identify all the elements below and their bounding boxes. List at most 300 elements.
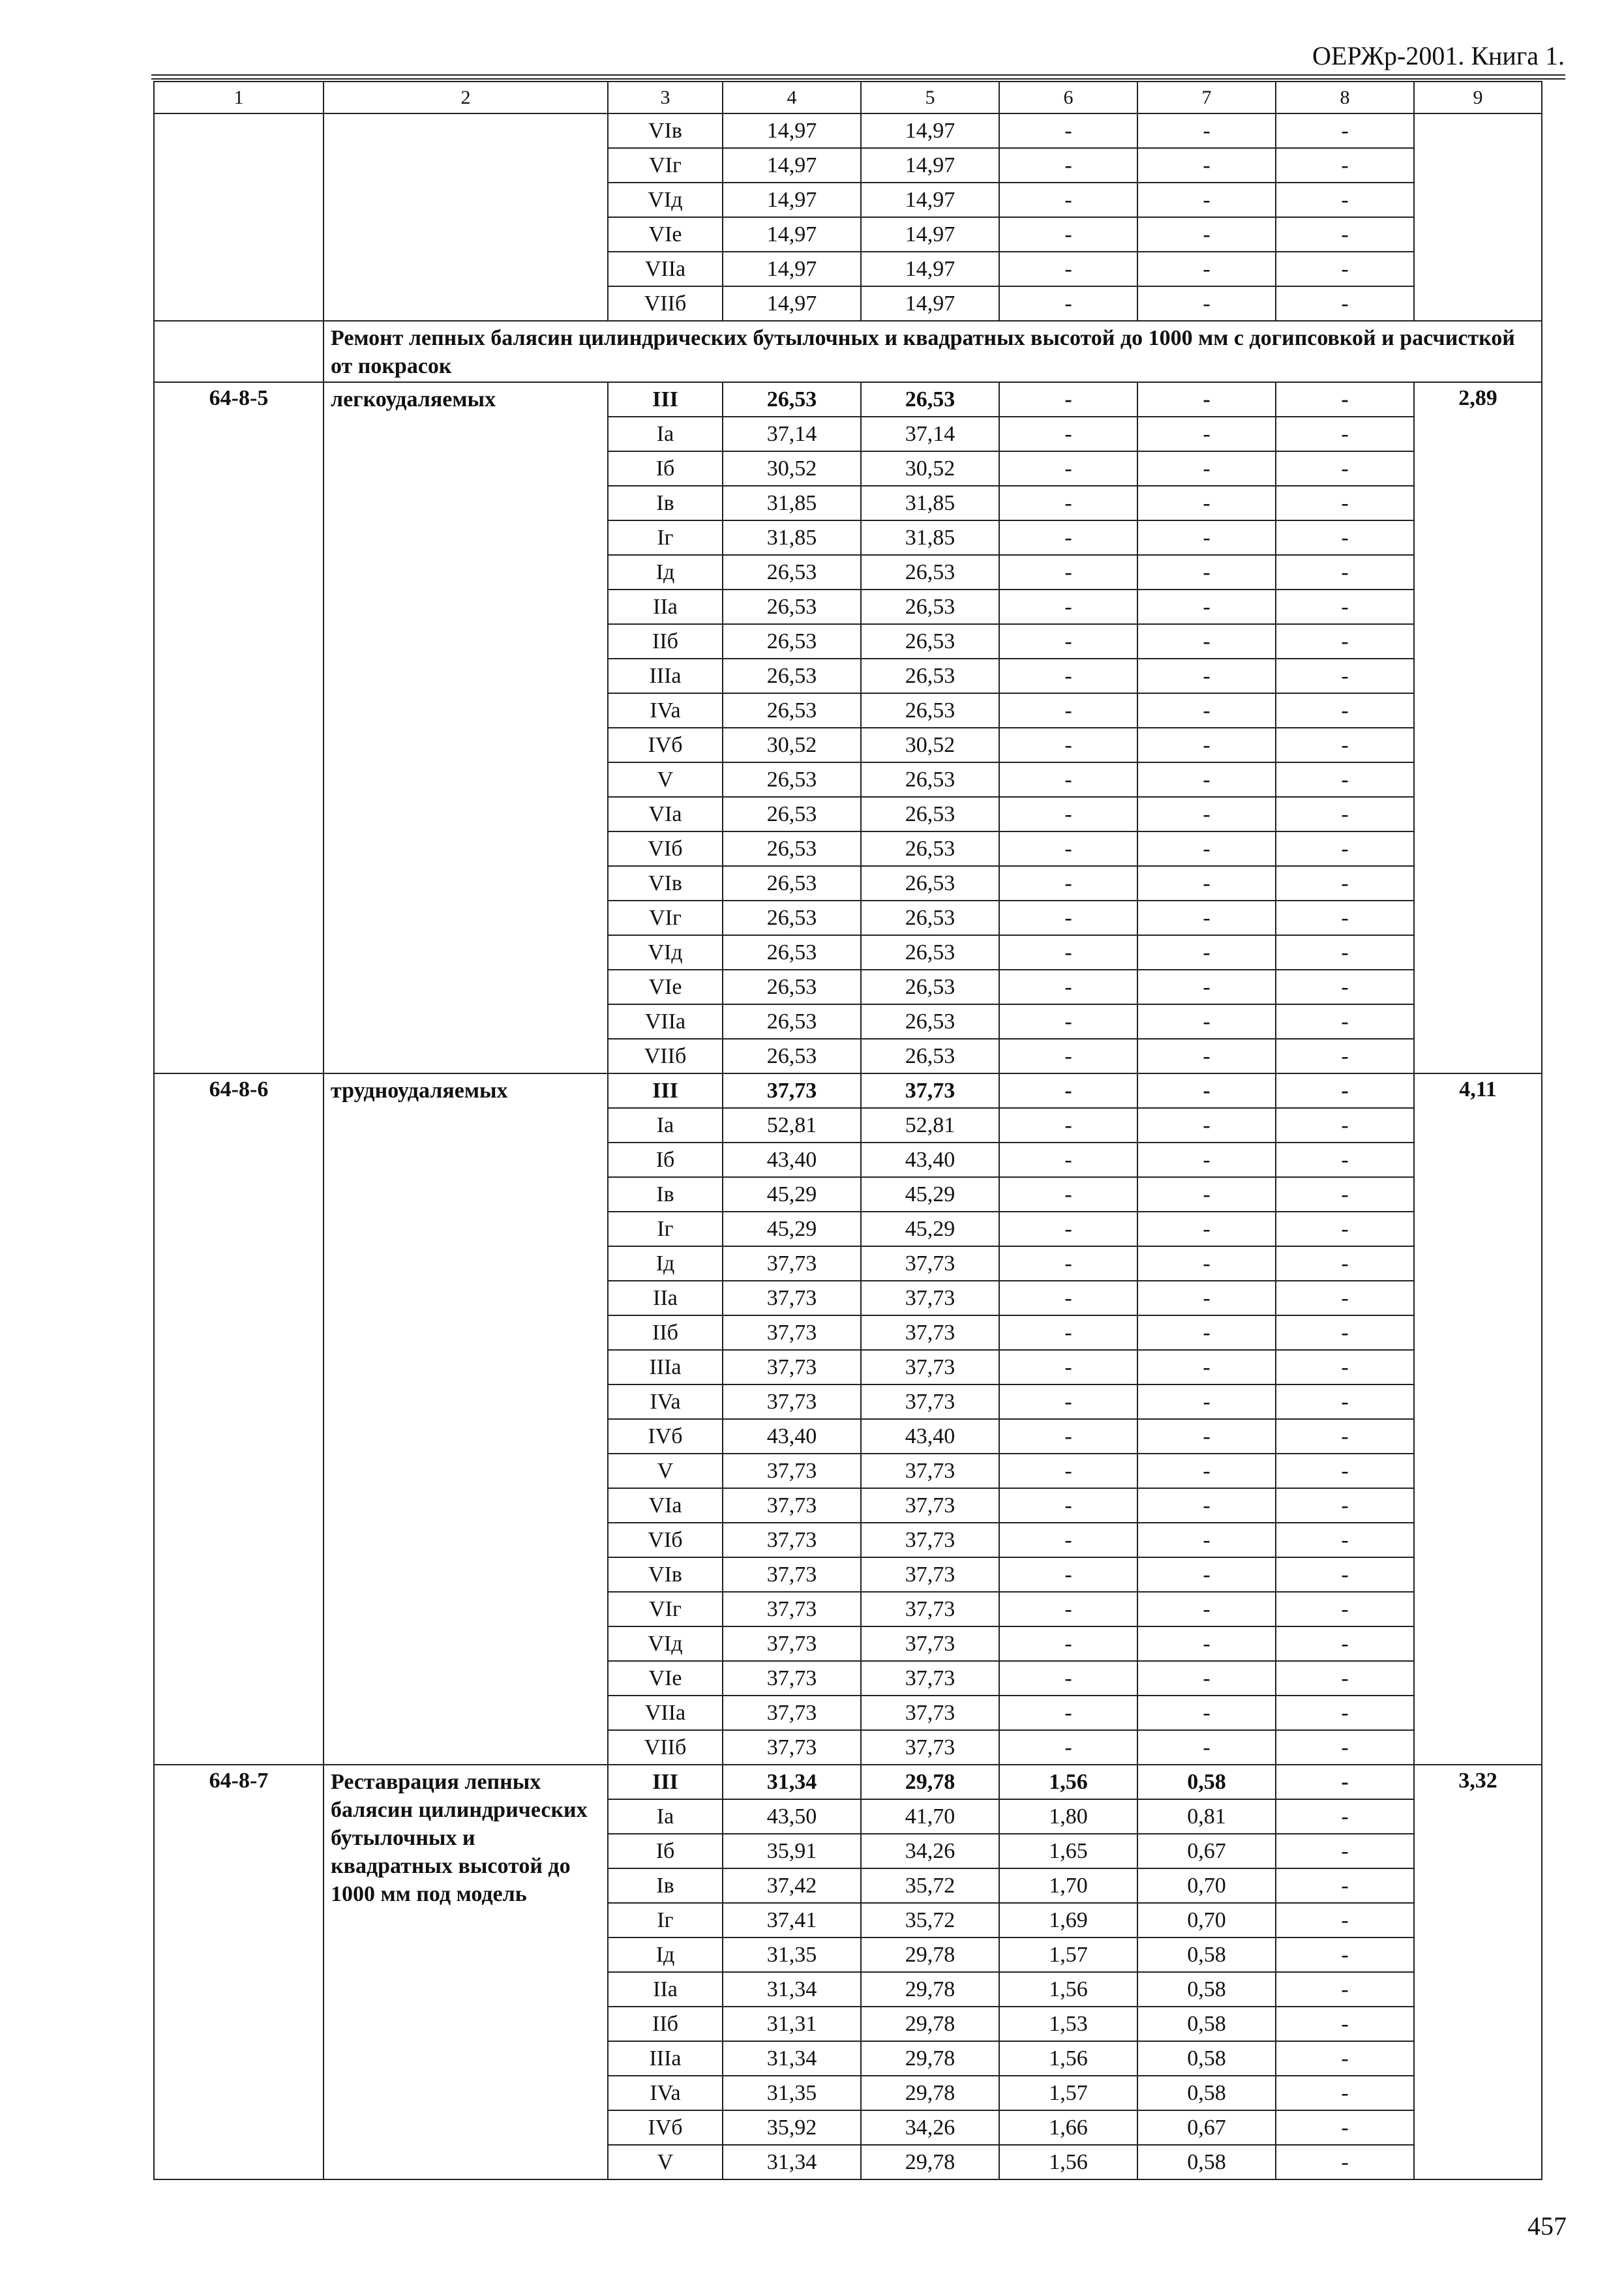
table-cell: 37,73: [861, 1488, 999, 1523]
table-cell: 37,73: [861, 1523, 999, 1557]
table-cell: -: [999, 1350, 1137, 1384]
table-cell: 1,57: [999, 2076, 1137, 2110]
table-cell: -: [1137, 1384, 1276, 1419]
table-cell: IIIa: [608, 659, 723, 693]
table-cell: -: [1137, 252, 1276, 286]
table-cell: 26,53: [723, 693, 861, 728]
table-cell: 0,58: [1137, 1972, 1276, 2007]
table-cell: -: [1276, 1730, 1414, 1765]
table-cell: 26,53: [861, 382, 999, 417]
table-cell: 29,78: [861, 2041, 999, 2076]
table-cell: -: [999, 1108, 1137, 1143]
table-cell: -: [1137, 286, 1276, 321]
table-cell: -: [1276, 1834, 1414, 1868]
table-cell: -: [999, 659, 1137, 693]
table-cell: -: [1276, 1557, 1414, 1592]
table-cell: 29,78: [861, 2076, 999, 2110]
table-cell: -: [999, 148, 1137, 183]
table-body: [154, 82, 1542, 2179]
table-cell: -: [1137, 1626, 1276, 1661]
table-cell: -: [1137, 901, 1276, 935]
table-cell: -: [999, 555, 1137, 590]
table-cell: IVa: [608, 1384, 723, 1419]
table-cell: -: [1276, 2007, 1414, 2041]
table-cell: 31,85: [861, 520, 999, 555]
table-row: [154, 382, 1542, 417]
col9-value: 3,32: [1414, 1765, 1542, 2179]
table-cell: -: [1137, 1281, 1276, 1315]
table-cell: -: [1276, 970, 1414, 1004]
table-cell: 43,40: [861, 1419, 999, 1454]
table-cell: -: [999, 935, 1137, 970]
table-cell: 30,52: [861, 451, 999, 486]
table-cell: -: [1276, 762, 1414, 797]
table-cell: -: [1276, 1315, 1414, 1350]
table-cell: -: [1276, 1488, 1414, 1523]
section-spacer: [154, 321, 323, 382]
table-cell: 26,53: [723, 382, 861, 417]
table-cell: 26,53: [861, 797, 999, 831]
table-cell: -: [1137, 183, 1276, 217]
table-cell: 52,81: [861, 1108, 999, 1143]
table-cell: -: [999, 1039, 1137, 1073]
table-cell: -: [1276, 935, 1414, 970]
table-cell: -: [1276, 1626, 1414, 1661]
table-cell: VIд: [608, 183, 723, 217]
table-cell: -: [1276, 286, 1414, 321]
table-cell: 31,35: [723, 2076, 861, 2110]
table-cell: -: [1137, 555, 1276, 590]
table-cell: 1,53: [999, 2007, 1137, 2041]
table-cell: -: [999, 1143, 1137, 1177]
table-cell: 29,78: [861, 1765, 999, 1799]
table-cell: 0,67: [1137, 2110, 1276, 2145]
table-cell: -: [1276, 797, 1414, 831]
table-cell: -: [1276, 1937, 1414, 1972]
table-cell: IIб: [608, 2007, 723, 2041]
table-cell: -: [999, 1281, 1137, 1315]
table-cell: 26,53: [723, 797, 861, 831]
table-cell: 37,73: [861, 1730, 999, 1765]
page-header-title: ОЕРЖр-2001. Книга 1.: [1312, 41, 1565, 70]
table-cell: 1,66: [999, 2110, 1137, 2145]
table-cell: 14,97: [723, 148, 861, 183]
table-cell: -: [999, 866, 1137, 901]
table-cell: 34,26: [861, 1834, 999, 1868]
table-cell: 0,58: [1137, 2076, 1276, 2110]
table-cell: -: [1137, 1246, 1276, 1281]
table-cell: Iв: [608, 486, 723, 520]
table-cell: -: [1276, 693, 1414, 728]
table-cell: -: [999, 1073, 1137, 1108]
table-cell: -: [1137, 486, 1276, 520]
table-cell: 14,97: [723, 183, 861, 217]
table-cell: -: [1276, 183, 1414, 217]
table-cell: 37,73: [861, 1696, 999, 1730]
table-cell: -: [1276, 1523, 1414, 1557]
table-cell: 37,73: [861, 1281, 999, 1315]
table-cell: 31,34: [723, 1972, 861, 2007]
table-cell: VIг: [608, 901, 723, 935]
column-header: 3: [608, 82, 723, 113]
table-cell: 14,97: [723, 286, 861, 321]
table-cell: -: [999, 1246, 1137, 1281]
table-cell: 0,70: [1137, 1868, 1276, 1903]
rate-code: 64-8-6: [154, 1073, 323, 1765]
work-name: [323, 113, 608, 321]
table-cell: -: [1276, 1246, 1414, 1281]
table-cell: -: [999, 113, 1137, 148]
table-cell: 0,58: [1137, 1765, 1276, 1799]
column-header: 9: [1414, 82, 1542, 113]
table-cell: 37,73: [861, 1661, 999, 1696]
table-cell: 26,53: [723, 659, 861, 693]
table-cell: -: [1137, 1143, 1276, 1177]
table-cell: VIб: [608, 1523, 723, 1557]
table-cell: -: [999, 1384, 1137, 1419]
table-cell: -: [1137, 113, 1276, 148]
table-cell: -: [1276, 1073, 1414, 1108]
table-cell: VIIб: [608, 286, 723, 321]
table-cell: -: [1137, 797, 1276, 831]
rate-code: [154, 113, 323, 321]
table-cell: -: [1276, 590, 1414, 624]
table-cell: 37,42: [723, 1868, 861, 1903]
table-cell: VIе: [608, 970, 723, 1004]
table-cell: VIa: [608, 1488, 723, 1523]
table-cell: 26,53: [723, 555, 861, 590]
table-cell: 43,40: [723, 1419, 861, 1454]
table-cell: Iб: [608, 1143, 723, 1177]
table-cell: Iб: [608, 1834, 723, 1868]
table-cell: -: [999, 970, 1137, 1004]
table-cell: 43,50: [723, 1799, 861, 1834]
table-cell: 37,73: [723, 1696, 861, 1730]
table-cell: IIIa: [608, 2041, 723, 2076]
table-cell: 14,97: [723, 113, 861, 148]
table-cell: VIв: [608, 1557, 723, 1592]
table-cell: -: [1276, 417, 1414, 451]
table-cell: 37,73: [723, 1557, 861, 1592]
column-header: 8: [1276, 82, 1414, 113]
table-cell: 37,73: [723, 1661, 861, 1696]
table-cell: -: [1137, 659, 1276, 693]
table-cell: -: [999, 520, 1137, 555]
table-cell: -: [999, 1626, 1137, 1661]
table-cell: 26,53: [861, 831, 999, 866]
table-cell: -: [999, 1730, 1137, 1765]
table-cell: V: [608, 762, 723, 797]
table-cell: -: [1276, 866, 1414, 901]
table-cell: 0,58: [1137, 1937, 1276, 1972]
table-cell: 37,73: [861, 1073, 999, 1108]
header-rule: [151, 74, 1565, 76]
table-cell: -: [999, 217, 1137, 252]
table-cell: 1,56: [999, 2041, 1137, 2076]
table-cell: 1,70: [999, 1868, 1137, 1903]
table-cell: 26,53: [861, 590, 999, 624]
table-cell: -: [999, 451, 1137, 486]
col9-value: 2,89: [1414, 382, 1542, 1073]
table-cell: -: [1276, 1592, 1414, 1626]
table-cell: 52,81: [723, 1108, 861, 1143]
table-cell: -: [1276, 1972, 1414, 2007]
table-cell: -: [1276, 1868, 1414, 1903]
table-cell: Iг: [608, 520, 723, 555]
table-cell: -: [1137, 1523, 1276, 1557]
table-cell: -: [999, 1592, 1137, 1626]
table-cell: Iд: [608, 555, 723, 590]
table-cell: -: [1276, 382, 1414, 417]
table-cell: -: [1276, 486, 1414, 520]
table-cell: VIIa: [608, 1004, 723, 1039]
table-cell: 26,53: [723, 831, 861, 866]
table-cell: VIд: [608, 1626, 723, 1661]
table-cell: -: [1276, 1039, 1414, 1073]
table-cell: 26,53: [861, 659, 999, 693]
table-cell: Iд: [608, 1246, 723, 1281]
table-cell: 1,57: [999, 1937, 1137, 1972]
table-cell: 37,73: [861, 1246, 999, 1281]
table-cell: 37,73: [861, 1384, 999, 1419]
col9-value: [1414, 113, 1542, 321]
table-cell: -: [1137, 590, 1276, 624]
table-cell: VIв: [608, 866, 723, 901]
table-cell: 37,73: [723, 1315, 861, 1350]
table-cell: Ia: [608, 417, 723, 451]
table-cell: -: [999, 624, 1137, 659]
table-cell: Iв: [608, 1868, 723, 1903]
table-row: [154, 113, 1542, 148]
table-cell: -: [1276, 1661, 1414, 1696]
table-cell: -: [1276, 1419, 1414, 1454]
table-cell: 1,56: [999, 1972, 1137, 2007]
table-cell: IIб: [608, 624, 723, 659]
table-cell: 34,26: [861, 2110, 999, 2145]
table-cell: 31,31: [723, 2007, 861, 2041]
rate-code: 64-8-5: [154, 382, 323, 1073]
table-cell: 37,14: [861, 417, 999, 451]
table-cell: -: [1137, 866, 1276, 901]
table-cell: 14,97: [861, 113, 999, 148]
table-cell: 37,73: [861, 1454, 999, 1488]
table-cell: -: [1137, 1454, 1276, 1488]
table-cell: Iб: [608, 451, 723, 486]
table-cell: 31,35: [723, 1937, 861, 1972]
table-cell: 35,72: [861, 1868, 999, 1903]
table-cell: VIг: [608, 1592, 723, 1626]
table-cell: VIIб: [608, 1730, 723, 1765]
table-cell: -: [1276, 1350, 1414, 1384]
table-cell: -: [1137, 1488, 1276, 1523]
table-cell: 29,78: [861, 1972, 999, 2007]
table-cell: -: [1137, 1592, 1276, 1626]
table-cell: 41,70: [861, 1799, 999, 1834]
table-cell: -: [1276, 901, 1414, 935]
table-cell: -: [1137, 1557, 1276, 1592]
table-cell: -: [1276, 2076, 1414, 2110]
table-cell: 30,52: [723, 451, 861, 486]
table-cell: -: [1276, 728, 1414, 762]
table-cell: -: [1137, 148, 1276, 183]
table-cell: 26,53: [861, 901, 999, 935]
table-cell: 30,52: [723, 728, 861, 762]
table-cell: -: [999, 1004, 1137, 1039]
table-cell: 26,53: [723, 901, 861, 935]
table-cell: 37,73: [723, 1592, 861, 1626]
table-cell: -: [1137, 1108, 1276, 1143]
table-cell: 31,85: [723, 520, 861, 555]
table-cell: -: [999, 728, 1137, 762]
section-title: Ремонт лепных балясин цилиндрических бутылочных и квадратных высотой до 1000 мм с догипсовкой и расчисткой от покрасок: [323, 321, 1542, 382]
table-cell: 37,73: [861, 1626, 999, 1661]
table-cell: -: [1276, 451, 1414, 486]
table-cell: IIб: [608, 1315, 723, 1350]
table-cell: -: [1276, 1696, 1414, 1730]
table-cell: 26,53: [723, 1039, 861, 1073]
table-cell: -: [1137, 1177, 1276, 1212]
col9-value: 4,11: [1414, 1073, 1542, 1765]
table-cell: 0,58: [1137, 2041, 1276, 2076]
table-cell: -: [1276, 217, 1414, 252]
table-cell: -: [999, 1696, 1137, 1730]
rates-table: [153, 81, 1542, 2180]
table-cell: -: [1137, 624, 1276, 659]
table-cell: -: [999, 382, 1137, 417]
table-cell: -: [1137, 762, 1276, 797]
table-cell: IIIa: [608, 1350, 723, 1384]
table-cell: 26,53: [861, 693, 999, 728]
table-cell: -: [1137, 1039, 1276, 1073]
table-cell: -: [1276, 1765, 1414, 1799]
table-cell: 0,58: [1137, 2007, 1276, 2041]
table-cell: -: [1276, 1108, 1414, 1143]
table-cell: 37,73: [861, 1592, 999, 1626]
table-cell: VIг: [608, 148, 723, 183]
table-cell: 26,53: [723, 970, 861, 1004]
table-cell: -: [1276, 1212, 1414, 1246]
table-cell: VIе: [608, 217, 723, 252]
table-cell: 37,73: [723, 1523, 861, 1557]
table-cell: 31,34: [723, 2145, 861, 2179]
table-cell: Iд: [608, 1937, 723, 1972]
table-cell: -: [1137, 1661, 1276, 1696]
table-cell: -: [999, 797, 1137, 831]
column-header: 1: [154, 82, 323, 113]
table-cell: V: [608, 1454, 723, 1488]
table-cell: 37,73: [861, 1350, 999, 1384]
table-cell: -: [999, 1212, 1137, 1246]
table-cell: 31,34: [723, 1765, 861, 1799]
table-cell: 1,69: [999, 1903, 1137, 1937]
table-cell: -: [1137, 1315, 1276, 1350]
table-cell: -: [999, 762, 1137, 797]
table-cell: 37,73: [861, 1557, 999, 1592]
work-name: легкоудаляемых: [323, 382, 608, 1073]
table-cell: 14,97: [861, 286, 999, 321]
column-header: 5: [861, 82, 999, 113]
table-cell: -: [999, 693, 1137, 728]
table-cell: -: [1276, 1454, 1414, 1488]
table-cell: VIIб: [608, 1039, 723, 1073]
table-cell: -: [999, 486, 1137, 520]
table-cell: -: [1276, 659, 1414, 693]
table-cell: IIa: [608, 1281, 723, 1315]
table-cell: 14,97: [723, 252, 861, 286]
table-cell: -: [999, 286, 1137, 321]
table-cell: -: [999, 252, 1137, 286]
table-cell: -: [1276, 1903, 1414, 1937]
column-header: 6: [999, 82, 1137, 113]
table-cell: IVб: [608, 2110, 723, 2145]
table-cell: 26,53: [861, 866, 999, 901]
table-cell: -: [999, 1419, 1137, 1454]
table-cell: -: [1276, 831, 1414, 866]
table-cell: IIa: [608, 1972, 723, 2007]
table-cell: 14,97: [723, 217, 861, 252]
table-cell: 26,53: [861, 935, 999, 970]
table-cell: IVб: [608, 728, 723, 762]
table-cell: 1,65: [999, 1834, 1137, 1868]
table-cell: III: [608, 1765, 723, 1799]
table-row: [154, 1765, 1542, 1799]
table-cell: 26,53: [861, 624, 999, 659]
table-cell: -: [1137, 693, 1276, 728]
column-header: 7: [1137, 82, 1276, 113]
table-cell: -: [1276, 1281, 1414, 1315]
table-cell: 26,53: [723, 590, 861, 624]
table-cell: 35,92: [723, 2110, 861, 2145]
table-cell: 26,53: [723, 762, 861, 797]
column-header-row: [154, 82, 1542, 113]
table-cell: -: [1276, 555, 1414, 590]
table-cell: 45,29: [861, 1212, 999, 1246]
table-cell: -: [1137, 1730, 1276, 1765]
table-cell: -: [999, 183, 1137, 217]
table-cell: 37,73: [723, 1246, 861, 1281]
table-cell: VIд: [608, 935, 723, 970]
table-cell: -: [999, 901, 1137, 935]
table-cell: 45,29: [723, 1212, 861, 1246]
table-cell: -: [999, 1661, 1137, 1696]
table-cell: -: [1137, 217, 1276, 252]
table-cell: 0,67: [1137, 1834, 1276, 1868]
table-cell: 14,97: [861, 148, 999, 183]
table-cell: -: [1276, 520, 1414, 555]
table-cell: 26,53: [723, 866, 861, 901]
table-cell: -: [1137, 831, 1276, 866]
rate-code: 64-8-7: [154, 1765, 323, 2179]
table-cell: -: [1276, 624, 1414, 659]
table-cell: IVa: [608, 2076, 723, 2110]
table-cell: -: [1276, 2145, 1414, 2179]
table-cell: IVб: [608, 1419, 723, 1454]
table-cell: -: [1137, 451, 1276, 486]
table-cell: 37,73: [723, 1488, 861, 1523]
table-cell: 37,73: [723, 1384, 861, 1419]
table-cell: 31,85: [723, 486, 861, 520]
table-cell: -: [1276, 1177, 1414, 1212]
table-cell: 14,97: [861, 183, 999, 217]
table-cell: -: [1137, 382, 1276, 417]
table-cell: -: [1276, 113, 1414, 148]
table-cell: Iг: [608, 1903, 723, 1937]
table-cell: -: [1137, 970, 1276, 1004]
work-name: трудноудаляемых: [323, 1073, 608, 1765]
table-cell: 26,53: [723, 1004, 861, 1039]
table-cell: VIе: [608, 1661, 723, 1696]
table-cell: 26,53: [861, 1004, 999, 1039]
